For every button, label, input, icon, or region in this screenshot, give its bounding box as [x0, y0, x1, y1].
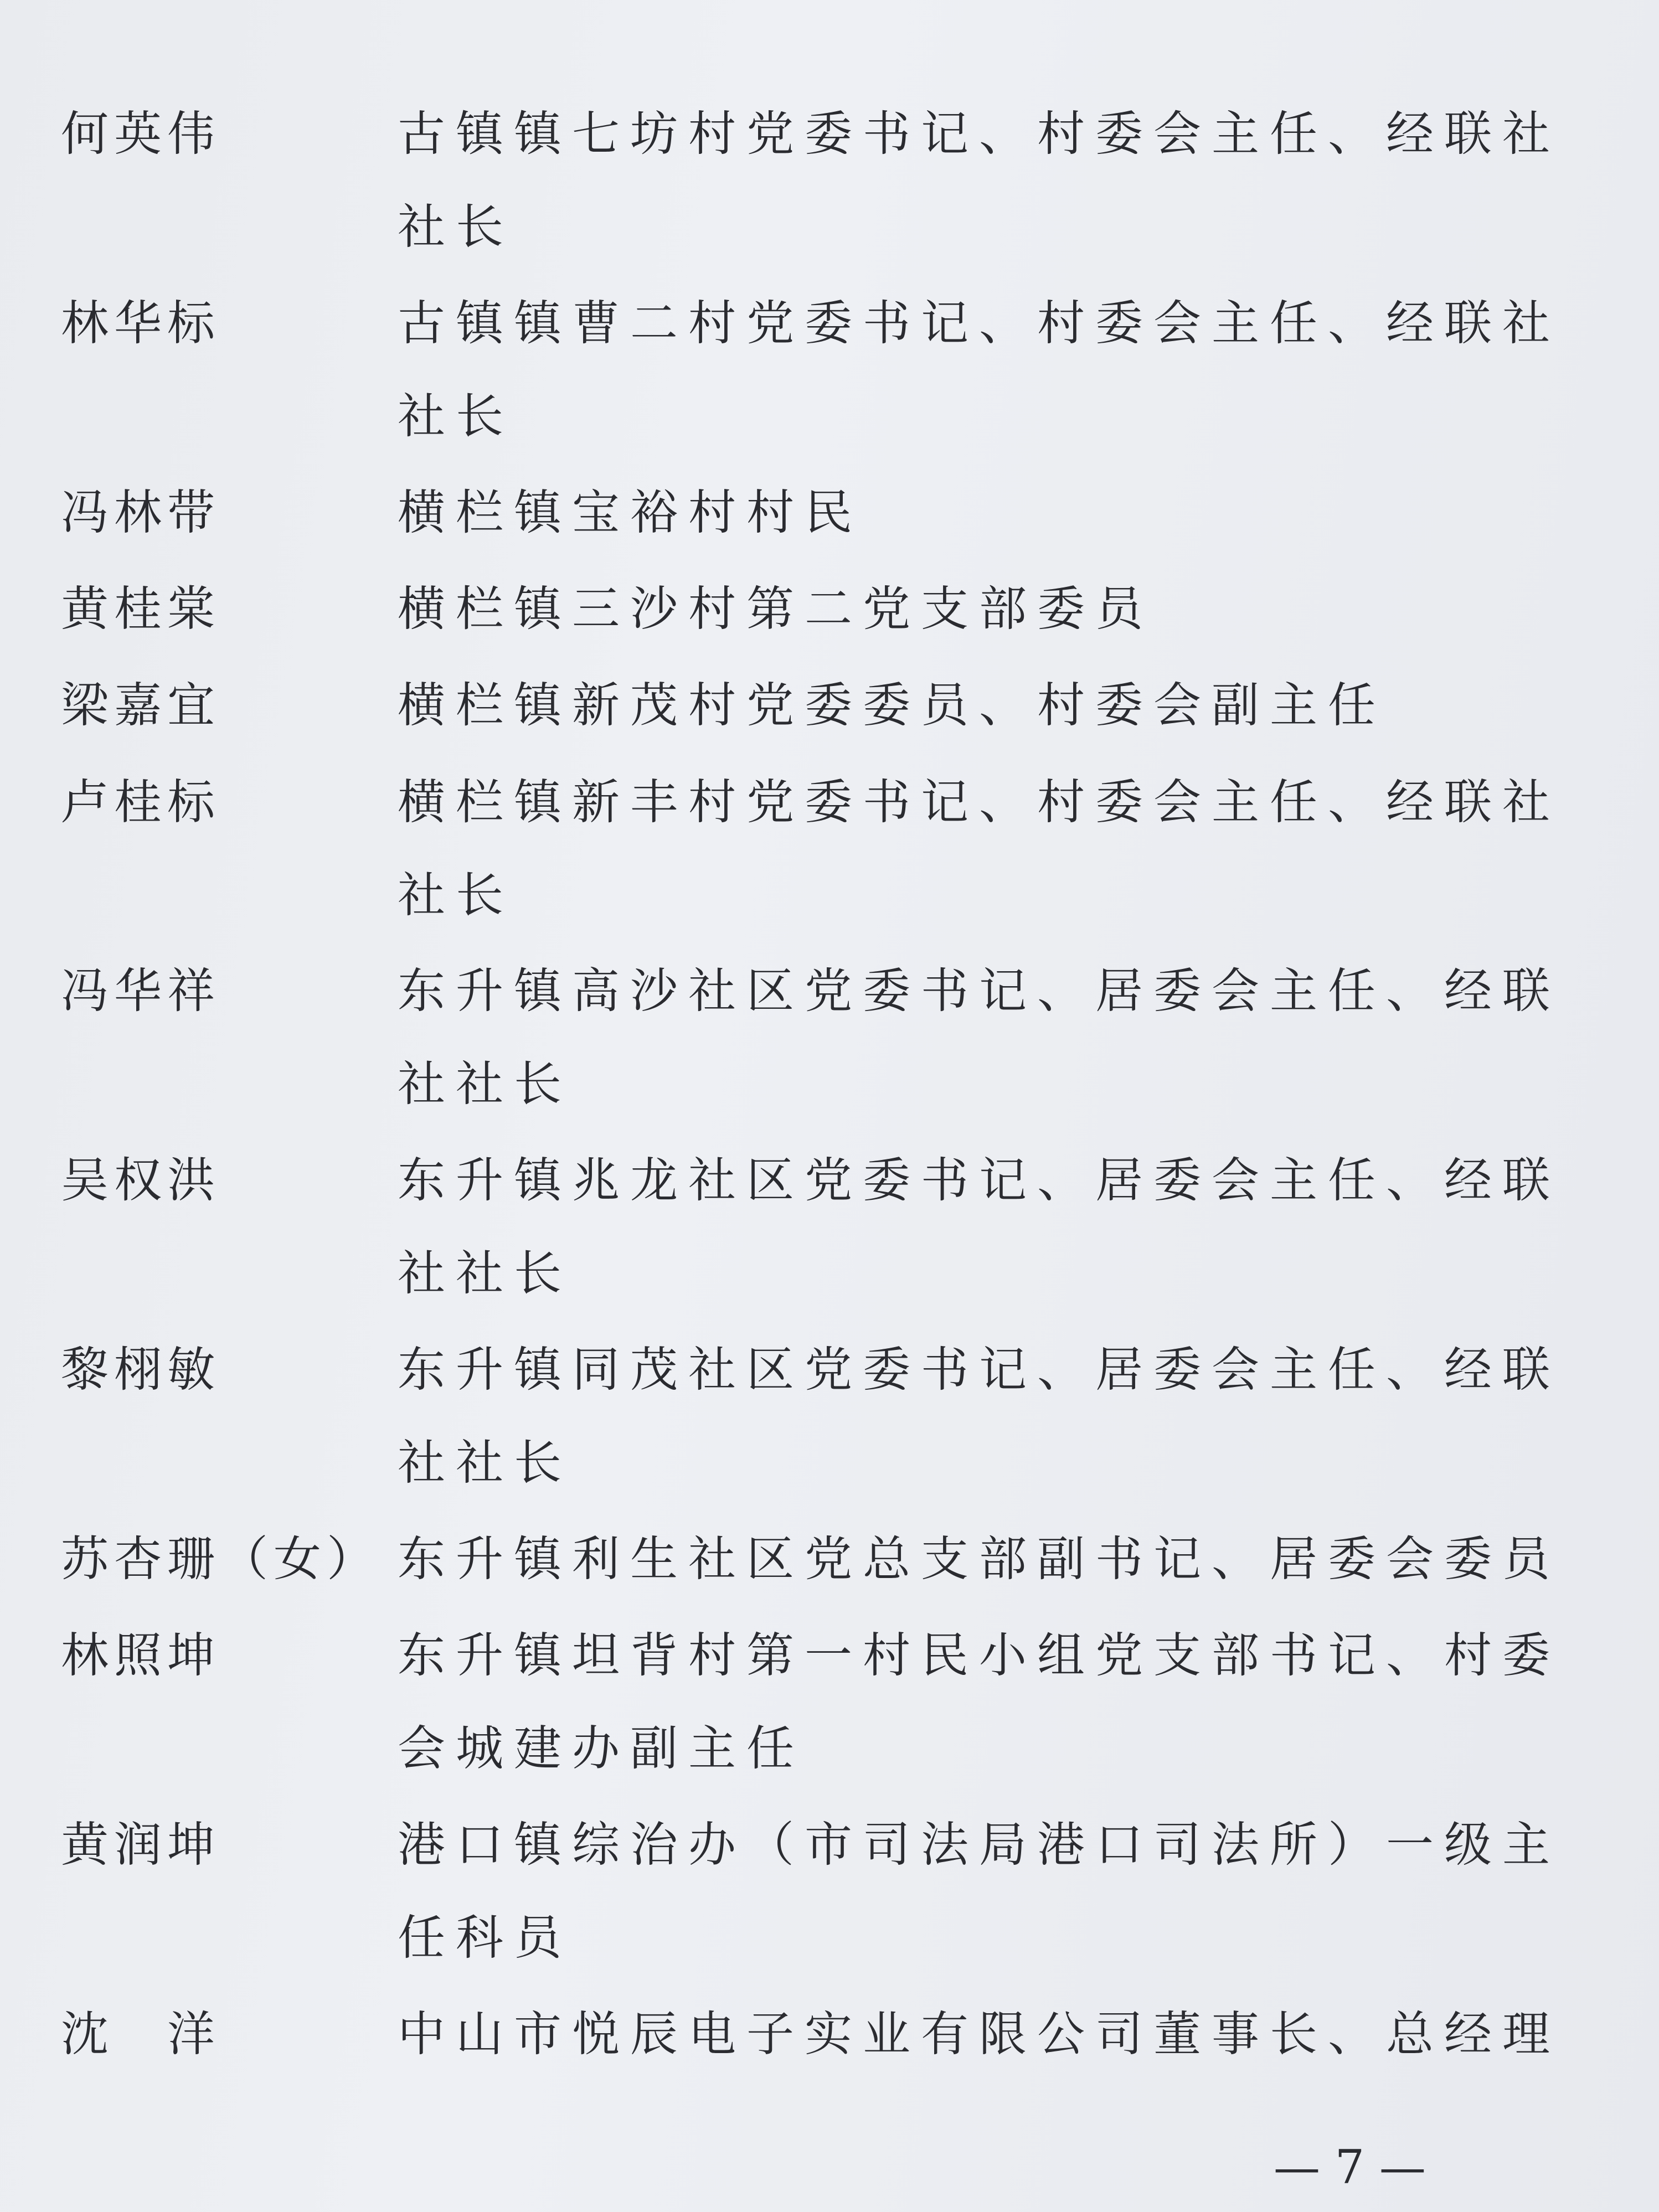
person-name: 黄桂棠: [61, 581, 220, 637]
person-name: 林照坤: [61, 1628, 220, 1683]
position-line: 横栏镇新丰村党委书记、村委会主任、经联社: [398, 775, 1560, 830]
person-position: [398, 1609, 1560, 1795]
position-line: 社社长: [398, 1246, 572, 1301]
position-line: 社社长: [398, 1435, 572, 1491]
position-line: 东升镇同茂社区党委书记、居委会主任、经联: [398, 1342, 1560, 1398]
position-line: 东升镇高沙社区党委书记、居委会主任、经联: [398, 963, 1560, 1019]
person-name: 黄润坤: [61, 1817, 220, 1873]
position-line: 会城建办副主任: [398, 1721, 805, 1776]
person-position: [398, 756, 1560, 942]
position-line: 横栏镇新茂村党委委员、村委会副主任: [398, 678, 1386, 733]
person-name: 苏杏珊（女）: [61, 1532, 380, 1587]
person-name: 卢桂标: [61, 775, 220, 830]
person-name: 林华标: [61, 296, 220, 351]
person-position: [398, 277, 1560, 463]
person-position: [398, 1134, 1560, 1320]
person-position: [398, 1798, 1560, 1984]
person-name: 冯林带: [61, 485, 220, 540]
person-name: 冯华祥: [61, 963, 220, 1019]
person-position: [398, 563, 1527, 656]
person-name: 吴权洪: [61, 1153, 220, 1208]
position-line: 社长: [398, 199, 514, 255]
page-number: — 7 —: [1274, 2140, 1426, 2194]
position-line: 古镇镇七坊村党委书记、村委会主任、经联社: [398, 106, 1560, 162]
person-name: 沈 洋: [61, 2007, 220, 2062]
position-line: 古镇镇曹二村党委书记、村委会主任、经联社: [398, 296, 1560, 351]
person-position: [398, 466, 1527, 559]
person-name: 何英伟: [61, 106, 220, 162]
position-line: 东升镇利生社区党总支部副书记、居委会委员: [398, 1532, 1560, 1587]
person-position: [398, 945, 1560, 1131]
position-line: 社长: [398, 389, 514, 444]
person-position: [398, 1988, 1560, 2081]
position-line: 东升镇坦背村第一村民小组党支部书记、村委: [398, 1628, 1560, 1683]
position-line: 东升镇兆龙社区党委书记、居委会主任、经联: [398, 1153, 1560, 1208]
person-position: [398, 1323, 1560, 1509]
position-line: 社社长: [398, 1056, 572, 1112]
position-line: 中山市悦辰电子实业有限公司董事长、总经理: [398, 2007, 1560, 2062]
person-position: [398, 1513, 1560, 1606]
position-line: 横栏镇宝裕村村民: [398, 485, 863, 540]
person-position: [398, 659, 1527, 752]
position-line: 横栏镇三沙村第二党支部委员: [398, 581, 1153, 637]
person-name: 黎栩敏: [61, 1342, 220, 1398]
position-line: 社长: [398, 868, 514, 923]
person-position: [398, 87, 1560, 274]
position-line: 港口镇综治办（市司法局港口司法所）一级主: [398, 1817, 1560, 1873]
position-line: 任科员: [398, 1910, 572, 1966]
person-name: 梁嘉宜: [61, 678, 220, 733]
